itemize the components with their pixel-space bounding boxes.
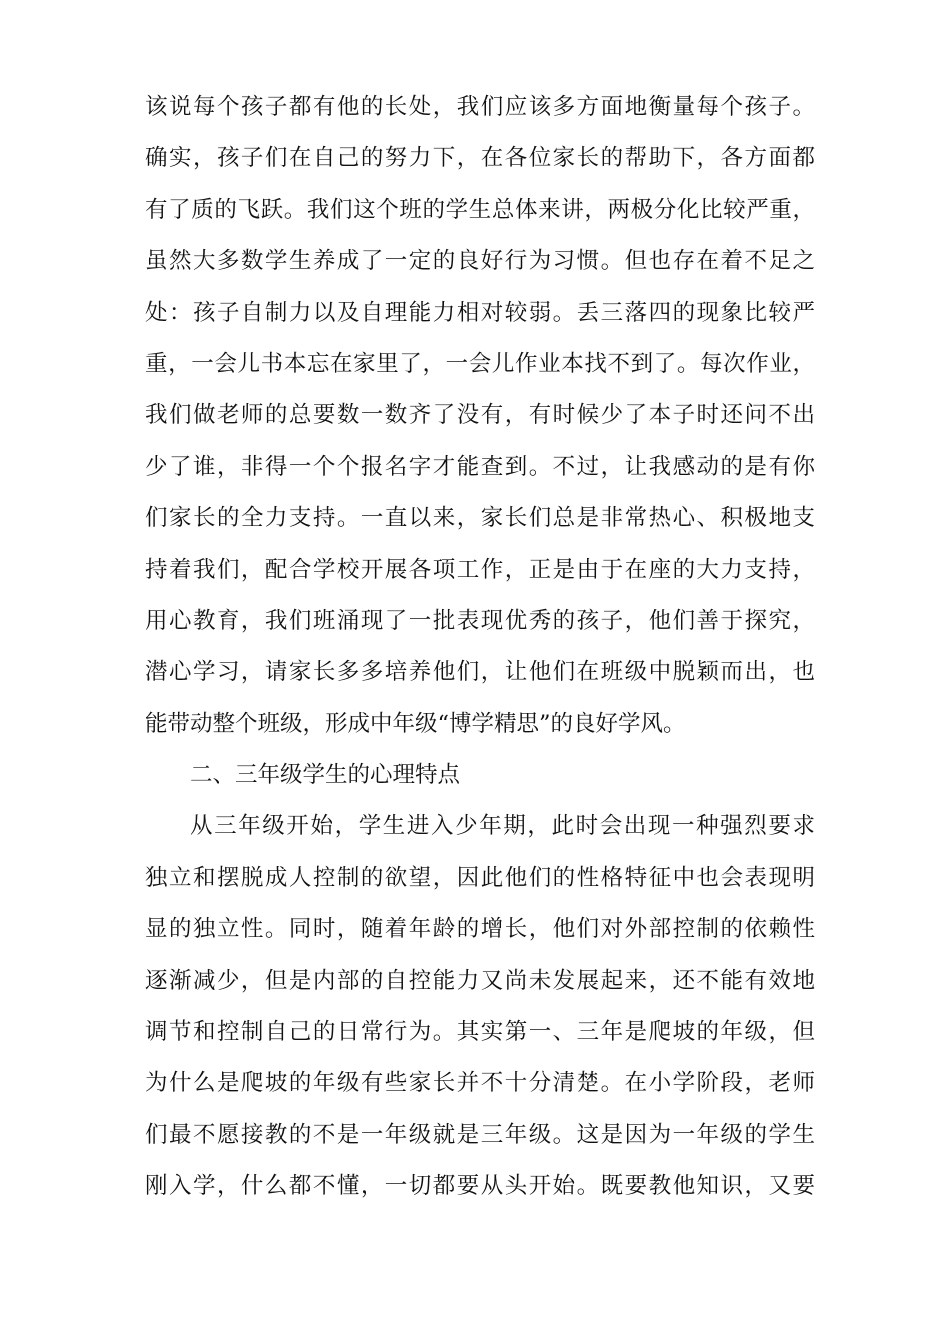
paragraph-line: 少了谁，非得一个个报名字才能查到。不过，让我感动的是有你: [145, 453, 815, 480]
paragraph-line: 确实，孩子们在自己的努力下，在各位家长的帮助下，各方面都: [145, 145, 815, 172]
paragraph-line: 从三年级开始，学生进入少年期，此时会出现一种强烈要求: [190, 813, 815, 840]
paragraph-line: 用心教育，我们班涌现了一批表现优秀的孩子，他们善于探究，: [145, 607, 815, 634]
paragraph-line: 独立和摆脱成人控制的欲望，因此他们的性格特征中也会表现明: [145, 864, 815, 891]
body-text: [145, 82, 815, 1213]
paragraph-line: 该说每个孩子都有他的长处，我们应该多方面地衡量每个孩子。: [145, 94, 815, 120]
paragraph-line: 持着我们，配合学校开展各项工作，正是由于在座的大力支持，: [145, 556, 815, 583]
paragraph-line: 有了质的飞跃。我们这个班的学生总体来讲，两极分化比较严重，: [145, 196, 815, 223]
paragraph-line: 显的独立性。同时，随着年龄的增长，他们对外部控制的依赖性: [145, 916, 815, 943]
paragraph-line: 们家长的全力支持。一直以来，家长们总是非常热心、积极地支: [145, 505, 815, 532]
paragraph-line: 为什么是爬坡的年级有些家长并不十分清楚。在小学阶段，老师: [145, 1070, 815, 1097]
paragraph-line: 能带动整个班级，形成中年级“博学精思”的良好学风。: [145, 710, 686, 737]
paragraph-line: 调节和控制自己的日常行为。其实第一、三年是爬坡的年级，但: [145, 1019, 815, 1046]
paragraph-line: 重，一会儿书本忘在家里了，一会儿作业本找不到了。每次作业，: [145, 350, 815, 377]
paragraph-line: 刚入学，什么都不懂，一切都要从头开始。既要教他知识，又要: [145, 1173, 815, 1200]
paragraph-line: 我们做老师的总要数一数齐了没有，有时候少了本子时还问不出: [145, 402, 815, 429]
paragraph-line: 逐渐减少，但是内部的自控能力又尚未发展起来，还不能有效地: [145, 967, 815, 994]
paragraph-line: 潜心学习，请家长多多培养他们，让他们在班级中脱颖而出，也: [145, 659, 815, 686]
paragraph-line: 虽然大多数学生养成了一定的良好行为习惯。但也存在着不足之: [145, 248, 815, 275]
paragraph-line: 处：孩子自制力以及自理能力相对较弱。丢三落四的现象比较严: [145, 299, 815, 326]
section-heading: 二、三年级学生的心理特点: [190, 762, 461, 789]
paragraph-line: 们最不愿接教的不是一年级就是三年级。这是因为一年级的学生: [145, 1121, 815, 1148]
